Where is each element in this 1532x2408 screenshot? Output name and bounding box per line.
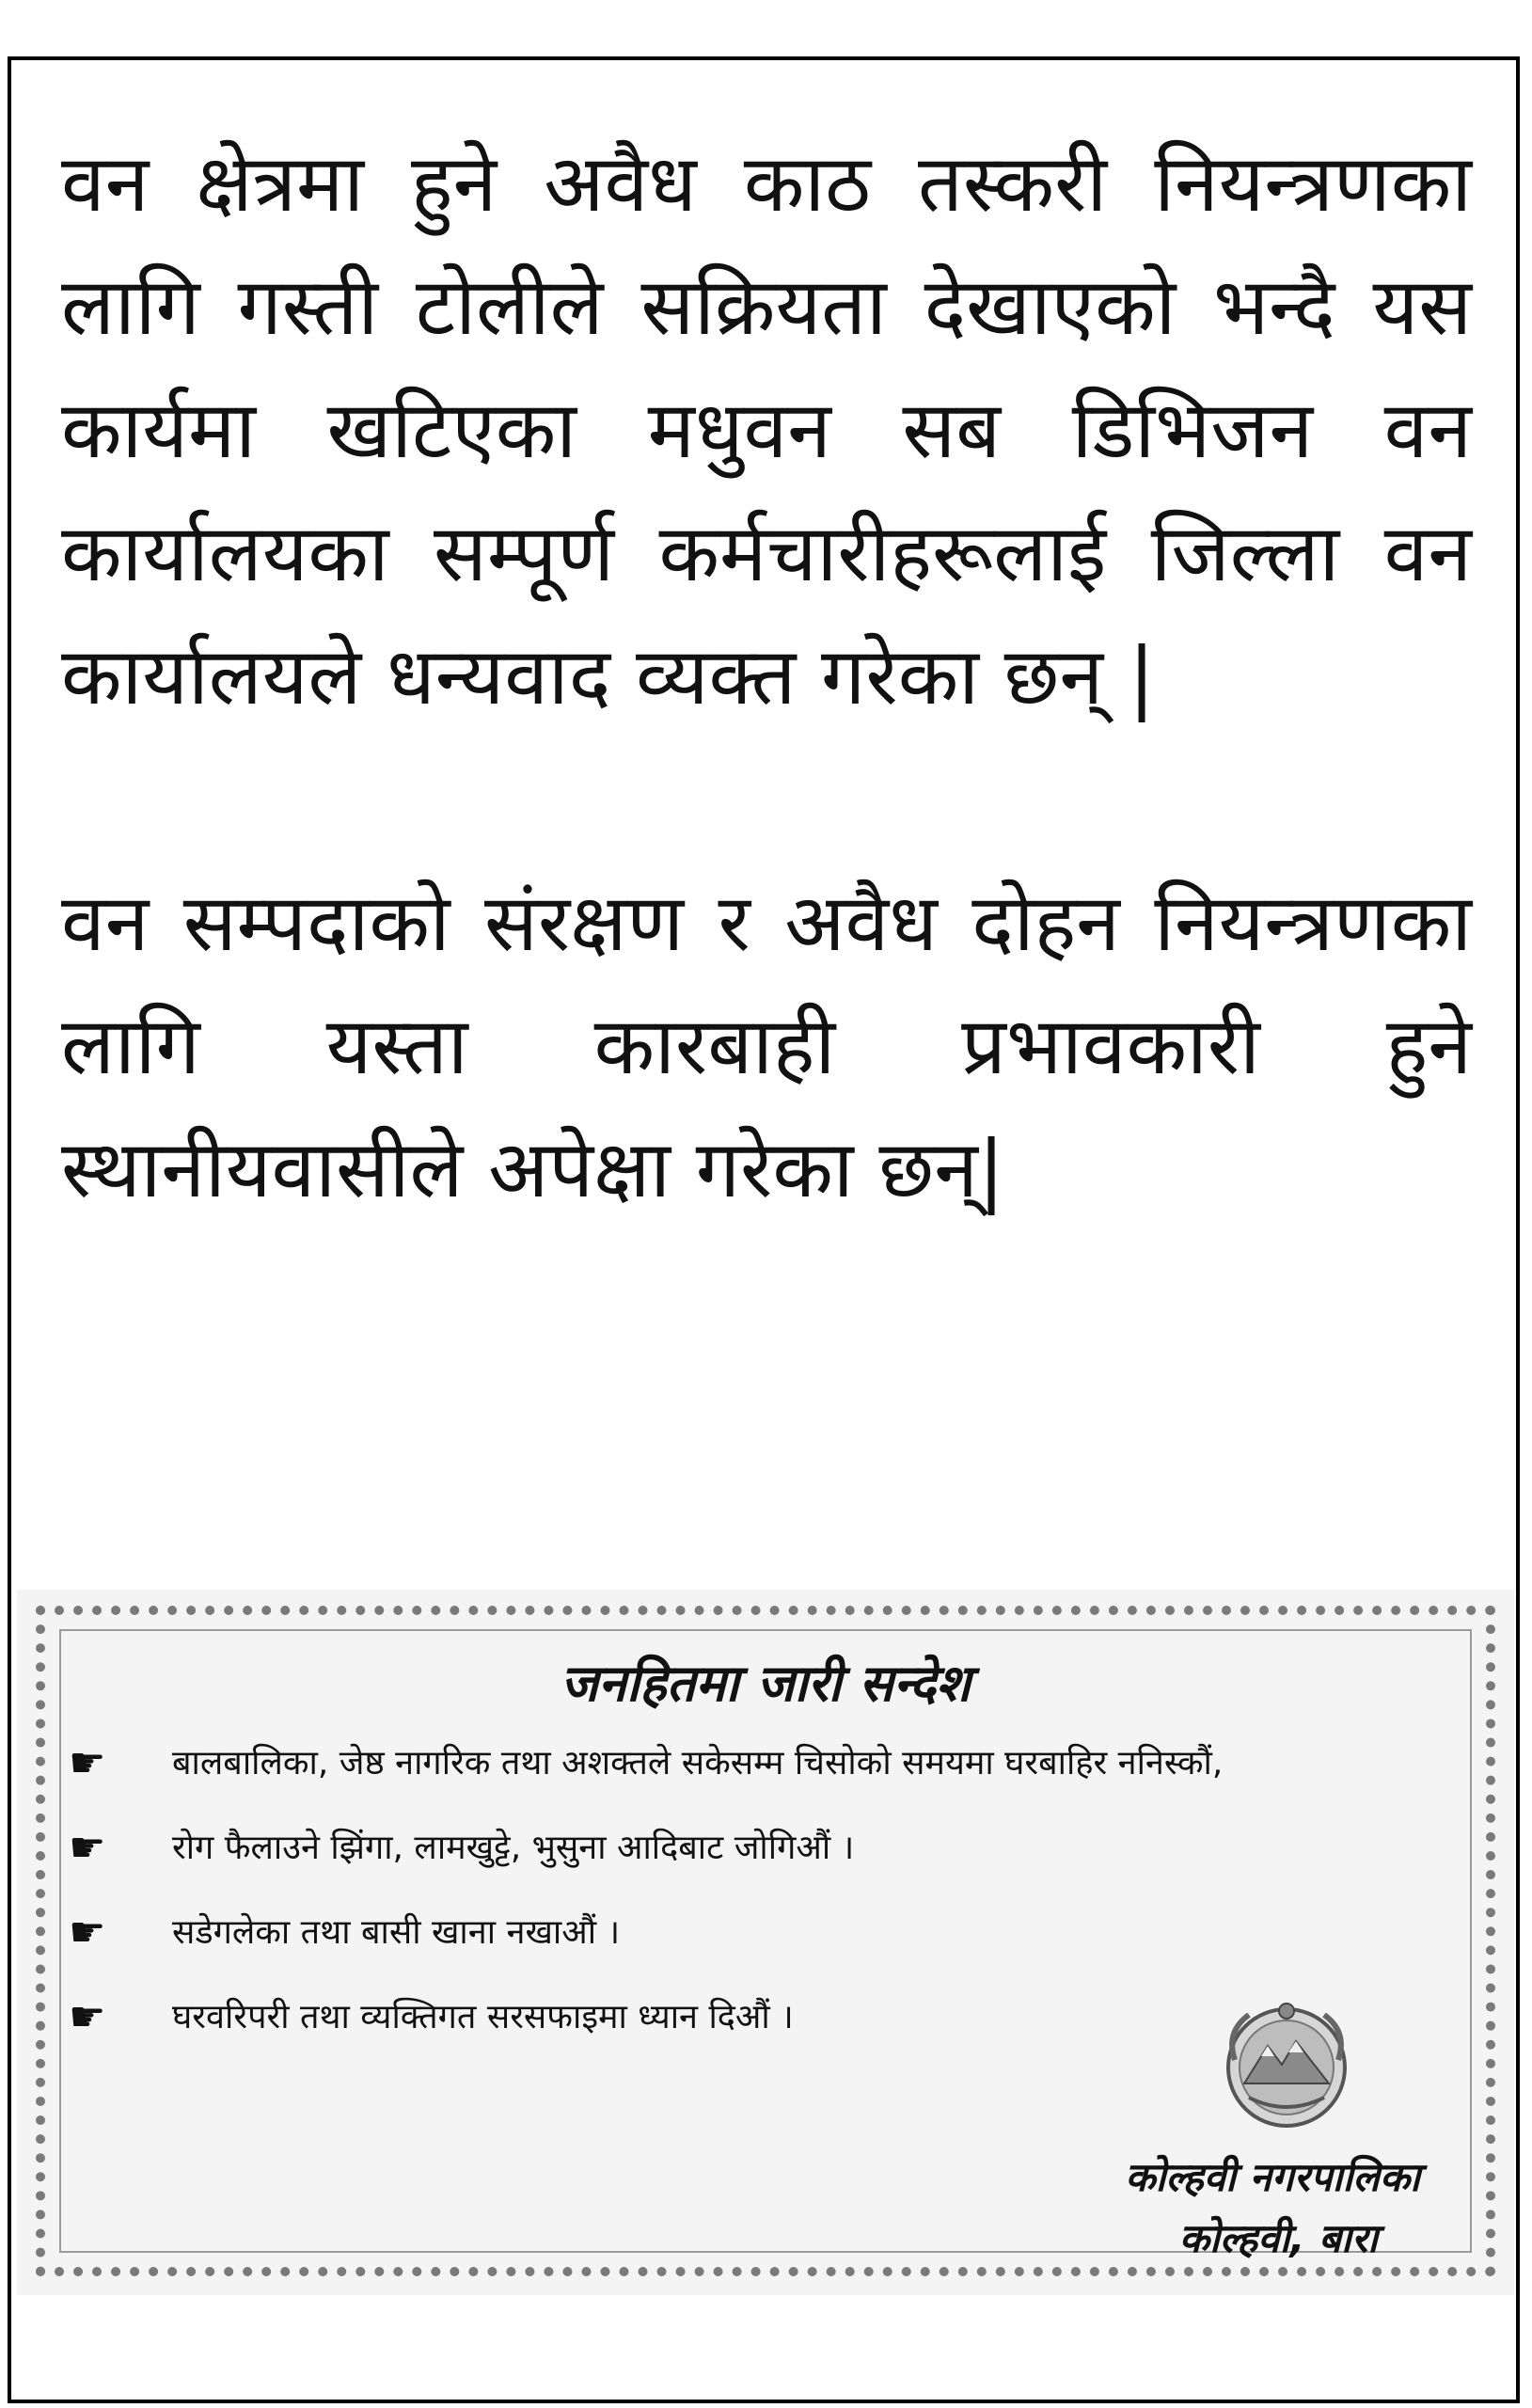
pointing-hand-icon: ☛: [69, 1993, 106, 2041]
notice-item: [69, 1900, 1489, 1966]
news-article: [61, 122, 1472, 1231]
pointing-hand-icon: ☛: [69, 1909, 106, 1956]
notice-item: [69, 1815, 1489, 1881]
notice-title: जनहितमा जारी सन्देश: [560, 1654, 971, 1713]
notice-item-text: घरवरिपरी तथा व्यक्तिगत सरसफाइमा ध्यान दिऔं ।: [172, 1998, 794, 2036]
notice-item: [69, 1731, 1489, 1797]
notice-item-text: सडेगलेका तथा बासी खाना नखाऔं ।: [172, 1913, 621, 1952]
notice-item-text: रोग फैलाउने झिंगा, लामखुट्टे, भुसुना आदिबाट जोगिऔं ।: [172, 1829, 855, 1867]
issuer-name: कोल्हवी नगरपालिका: [1125, 2154, 1420, 2200]
issuer-address: कोल्हवी, बारा: [1178, 2215, 1378, 2261]
public-notice: [17, 1590, 1514, 2295]
nepal-government-emblem-icon: [1216, 1994, 1357, 2135]
article-paragraph-1: वन क्षेत्रमा हुने अवैध काठ तस्करी नियन्त्रणका लागि गस्ती टोलीले सक्रियता देखाएको भन्दै यस कार्यमा खटिएका मधुवन सब डिभिजन वन कार्यालयका सम्पूर्ण कर्मचारीहरूलाई जिल्ला वन कार्यालयले धन्यवाद व्यक्त गरेका छन् |: [61, 137, 1472, 722]
notice-item-text: बालबालिका, जेष्ठ नागरिक तथा अशक्तले सकेसम्म चिसोको समयमा घरबाहिर ननिस्कौं,: [172, 1744, 1224, 1782]
pointing-hand-icon: ☛: [69, 1824, 106, 1872]
article-paragraph-2: वन सम्पदाको संरक्षण र अवैध दोहन नियन्त्रणका लागि यस्ता कारबाही प्रभावकारी हुने स्थानीयवासीले अपेक्षा गरेका छन्|: [61, 877, 1472, 1215]
pointing-hand-icon: ☛: [69, 1739, 106, 1787]
